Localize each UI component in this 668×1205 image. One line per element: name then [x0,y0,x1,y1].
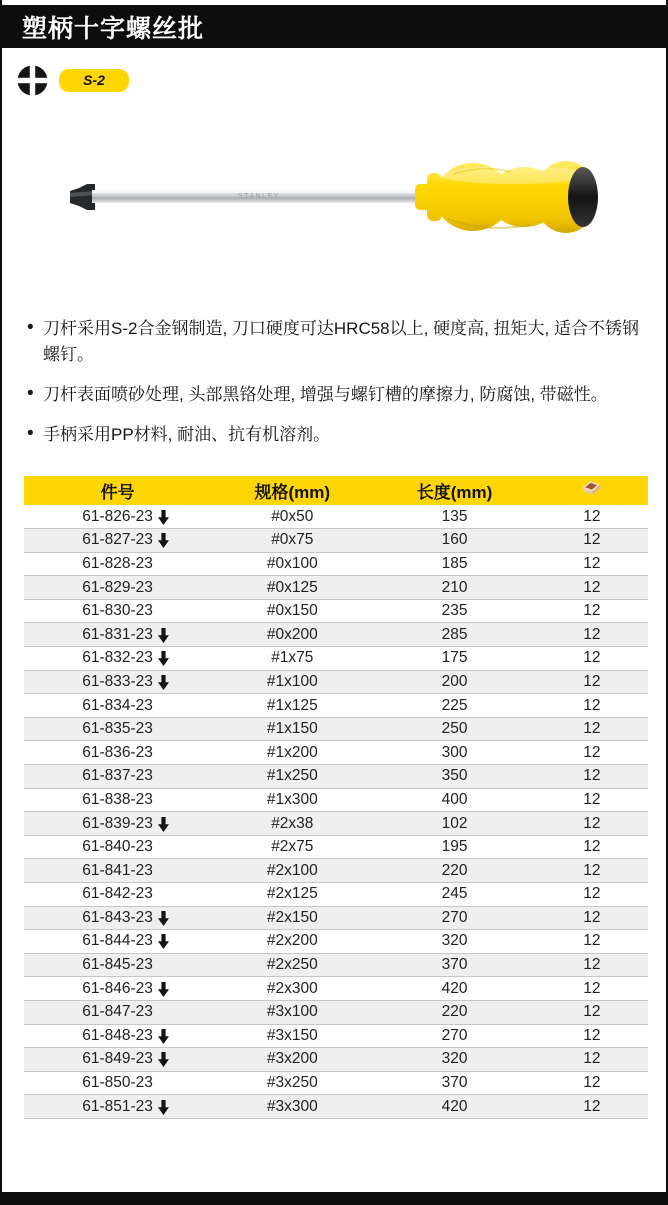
spec-value: #2x100 [266,861,318,879]
table-row [24,812,648,836]
part-number: 61-840-23 [82,838,153,856]
part-number-cell [24,694,211,718]
spec-value: #3x250 [266,1074,318,1092]
part-number-cell [24,977,211,1001]
down-arrow-icon [158,628,169,643]
down-arrow-icon [158,510,169,525]
part-number-cell [24,812,211,836]
part-number: 61-847-23 [82,1003,153,1021]
pack-qty: 12 [583,649,601,667]
part-number-cell [24,1000,211,1024]
table-row [24,1024,648,1048]
pack-qty: 12 [583,743,601,761]
part-number: 61-841-23 [82,861,153,879]
length-value: 250 [441,720,468,738]
pack-qty: 12 [583,908,601,926]
down-arrow-icon [158,533,169,548]
length-value: 420 [441,1097,468,1115]
table-row [24,505,648,529]
part-number-cell [24,859,211,883]
column-header-part-no: 件号 [24,476,211,505]
table-row [24,529,648,553]
part-number: 61-849-23 [82,1050,153,1068]
down-arrow-icon [158,911,169,926]
pack-qty: 12 [583,814,601,832]
pack-qty: 12 [583,956,601,974]
feature-item: • 刀杆表面喷砂处理, 头部黑铬处理, 增强与螺钉槽的摩擦力, 防腐蚀, 带磁性。 [26,382,640,408]
table-row [24,1048,648,1072]
spec-value: #1x250 [266,767,318,785]
pack-qty: 12 [583,790,601,808]
part-number: 61-839-23 [82,814,153,832]
part-number: 61-827-23 [82,531,153,549]
part-number: 61-831-23 [82,625,153,643]
part-number-cell [24,930,211,954]
table-row [24,788,648,812]
pack-qty: 12 [583,885,601,903]
table-row [24,670,648,694]
spec-value: #0x125 [266,578,318,596]
part-number-cell [24,599,211,623]
table-row [24,694,648,718]
spec-table [24,476,648,1119]
spec-value: #3x150 [266,1026,318,1044]
column-header-length: 长度(mm) [373,476,535,505]
length-value: 200 [441,672,468,690]
spec-value: #0x150 [266,602,318,620]
part-number-cell [24,623,211,647]
table-row [24,1071,648,1095]
length-value: 370 [441,956,468,974]
pack-qty: 12 [583,625,601,643]
part-number-cell [24,906,211,930]
screwdriver-tip [70,184,95,210]
pack-qty: 12 [583,672,601,690]
pack-qty: 12 [583,696,601,714]
part-number-cell [24,1095,211,1119]
part-number: 61-833-23 [82,672,153,690]
length-value: 245 [441,885,468,903]
part-number: 61-835-23 [82,720,153,738]
part-number-cell [24,1024,211,1048]
part-number-cell [24,765,211,789]
part-number: 61-838-23 [82,790,153,808]
pack-qty: 12 [583,1026,601,1044]
length-value: 135 [441,507,468,525]
table-row [24,977,648,1001]
down-arrow-icon [158,1100,169,1115]
down-arrow-icon [158,1029,169,1044]
length-value: 195 [441,838,468,856]
pack-qty: 12 [583,602,601,620]
table-row [24,623,648,647]
table-row [24,906,648,930]
pack-qty: 12 [583,838,601,856]
part-number: 61-851-23 [82,1097,153,1115]
part-number-cell [24,647,211,671]
table-row [24,953,648,977]
length-value: 285 [441,625,468,643]
column-header-pack [536,476,648,505]
length-value: 160 [441,531,468,549]
spec-value: #2x200 [266,932,318,950]
part-number: 61-842-23 [82,885,153,903]
pack-qty: 12 [583,578,601,596]
part-number-cell [24,1048,211,1072]
part-number: 61-846-23 [82,979,153,997]
down-arrow-icon [158,651,169,666]
down-arrow-icon [158,675,169,690]
pack-qty: 12 [583,932,601,950]
spec-table-body [24,505,648,1118]
feature-item: • 刀杆采用S-2合金钢制造, 刀口硬度可达HRC58以上, 硬度高, 扭矩大, 适合不锈钢螺钉。 [26,316,640,368]
spec-value: #1x125 [266,696,318,714]
length-value: 320 [441,932,468,950]
table-row [24,1095,648,1119]
feature-list [2,316,666,448]
table-row [24,552,648,576]
spec-value: #2x300 [266,979,318,997]
part-number: 61-828-23 [82,554,153,572]
spec-value: #0x50 [271,507,314,525]
length-value: 370 [441,1074,468,1092]
part-number: 61-837-23 [82,767,153,785]
length-value: 270 [441,1026,468,1044]
table-row [24,1000,648,1024]
length-value: 420 [441,979,468,997]
table-row [24,717,648,741]
spec-value: #2x75 [271,838,314,856]
product-image-screwdriver [66,140,606,254]
pack-qty: 12 [583,531,601,549]
part-number: 61-844-23 [82,932,153,950]
length-value: 220 [441,861,468,879]
table-row [24,859,648,883]
table-row [24,741,648,765]
part-number: 61-848-23 [82,1026,153,1044]
pack-qty: 12 [583,1074,601,1092]
box-icon [580,479,603,502]
length-value: 185 [441,554,468,572]
part-number-cell [24,552,211,576]
spec-value: #0x200 [266,625,318,643]
column-header-spec: 规格(mm) [211,476,373,505]
length-value: 320 [441,1050,468,1068]
spec-value: #2x38 [271,814,314,832]
pack-qty: 12 [583,720,601,738]
table-row [24,576,648,600]
spec-value: #0x100 [266,554,318,572]
steel-grade-label: S-2 [83,72,105,88]
part-number-cell [24,835,211,859]
part-number-cell [24,883,211,907]
part-number: 61-829-23 [82,578,153,596]
shaft-brand-text: STANLEY [238,193,280,200]
spec-value: #1x300 [266,790,318,808]
steel-grade-badge [59,69,129,92]
page-content [2,48,666,1192]
table-row [24,835,648,859]
length-value: 175 [441,649,468,667]
table-row [24,930,648,954]
spec-value: #1x200 [266,743,318,761]
spec-value: #1x150 [266,720,318,738]
part-number: 61-836-23 [82,743,153,761]
down-arrow-icon [158,1052,169,1067]
pack-qty: 12 [583,1050,601,1068]
spec-value: #2x250 [266,956,318,974]
length-value: 235 [441,602,468,620]
spec-value: #1x100 [266,672,318,690]
spec-value: #0x75 [271,531,314,549]
down-arrow-icon [158,817,169,832]
handle-end-cap [568,167,598,227]
part-number-cell [24,788,211,812]
page-header [0,5,668,48]
length-value: 225 [441,696,468,714]
spec-value: #3x300 [266,1097,318,1115]
length-value: 220 [441,1003,468,1021]
table-row [24,647,648,671]
length-value: 300 [441,743,468,761]
part-number: 61-830-23 [82,602,153,620]
pack-qty: 12 [583,1097,601,1115]
pack-qty: 12 [583,767,601,785]
down-arrow-icon [158,982,169,997]
part-number-cell [24,670,211,694]
table-row [24,883,648,907]
page-footer-bar [0,1192,668,1205]
page-title: 塑柄十字螺丝批 [22,14,205,43]
pack-qty: 12 [583,861,601,879]
pack-qty: 12 [583,979,601,997]
table-row [24,765,648,789]
screwdriver-shaft [92,190,422,203]
length-value: 270 [441,908,468,926]
spec-value: #2x150 [266,908,318,926]
part-number: 61-845-23 [82,956,153,974]
down-arrow-icon [158,934,169,949]
length-value: 350 [441,767,468,785]
part-number: 61-826-23 [82,507,153,525]
spec-table-header-row [24,476,648,505]
pack-qty: 12 [583,1003,601,1021]
part-number-cell [24,529,211,553]
spec-value: #1x75 [271,649,314,667]
pack-qty: 12 [583,507,601,525]
spec-value: #2x125 [266,885,318,903]
part-number: 61-832-23 [82,649,153,667]
spec-value: #3x100 [266,1003,318,1021]
part-number-cell [24,576,211,600]
part-number-cell [24,717,211,741]
spec-value: #3x200 [266,1050,318,1068]
part-number-cell [24,741,211,765]
table-row [24,599,648,623]
phillips-drive-icon [17,65,48,96]
pack-qty: 12 [583,554,601,572]
part-number-cell [24,1071,211,1095]
length-value: 400 [441,790,468,808]
part-number: 61-834-23 [82,696,153,714]
length-value: 102 [441,814,468,832]
drive-type-row [17,64,666,96]
part-number-cell [24,505,211,529]
part-number: 61-850-23 [82,1074,153,1092]
length-value: 210 [441,578,468,596]
part-number: 61-843-23 [82,908,153,926]
feature-item: • 手柄采用PP材料, 耐油、抗有机溶剂。 [26,422,640,448]
part-number-cell [24,953,211,977]
